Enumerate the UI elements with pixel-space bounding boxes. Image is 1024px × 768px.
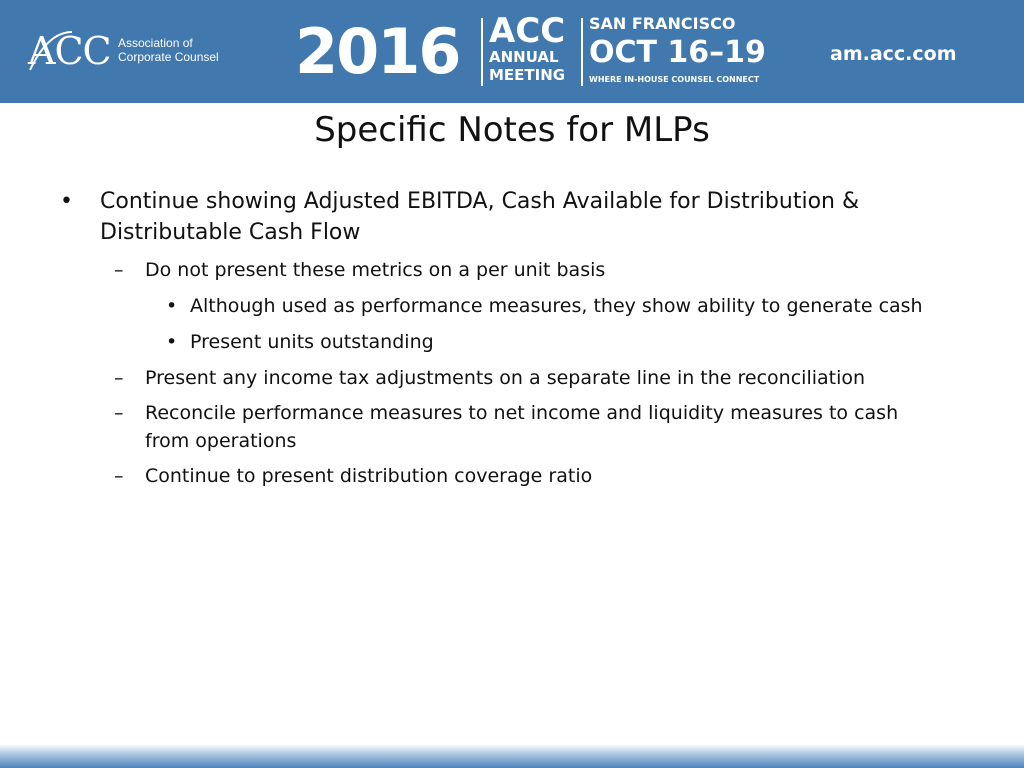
website-link[interactable]: am.acc.com [830,43,957,65]
bullet-text-line: Do not present these metrics on a per unit basis [145,259,606,281]
event-acc: ACC [489,11,566,51]
bullet-marker: – [114,465,124,487]
acc-org-name-line2: Corporate Counsel [118,50,219,64]
bullet-text-line: from operations [145,430,297,452]
event-dates: OCT 16–19 [589,35,766,70]
event-tagline: WHERE IN-HOUSE COUNSEL CONNECT [589,75,760,84]
bullet-marker: – [114,402,124,424]
bullet-text-line: Distributable Cash Flow [100,220,361,245]
event-meeting: MEETING [489,66,566,84]
bullet-marker: • [60,189,73,214]
bullet-text-line: Although used as performance measures, they show ability to generate cash [190,295,923,317]
bullet-marker: – [114,367,124,389]
bullet-text-line: Present units outstanding [190,331,434,353]
bullet-text-line: Present any income tax adjustments on a separate line in the reconciliation [145,367,866,389]
divider-line [481,18,483,86]
event-year: 2016 [295,15,460,88]
acc-org-name-line1: Association of [118,36,193,50]
event-annual: ANNUAL [489,48,559,66]
event-city: SAN FRANCISCO [589,14,736,33]
divider-line [581,18,583,86]
bullet-marker: • [166,331,178,353]
header-banner [0,0,1024,103]
bullet-marker: • [166,295,178,317]
slide-title: Specific Notes for MLPs [314,110,710,150]
bullet-text-line: Reconcile performance measures to net income and liquidity measures to cash [145,402,899,424]
acc-logo [28,26,228,76]
acc-logo-letters: ACC [28,29,111,73]
bullet-text-line: Continue to present distribution coverage ratio [145,465,593,487]
bullet-text-line: Continue showing Adjusted EBITDA, Cash Available for Distribution & [100,189,860,214]
footer-gradient-bar [0,744,1024,768]
acc-org-name [118,36,238,64]
bullet-marker: – [114,259,124,281]
